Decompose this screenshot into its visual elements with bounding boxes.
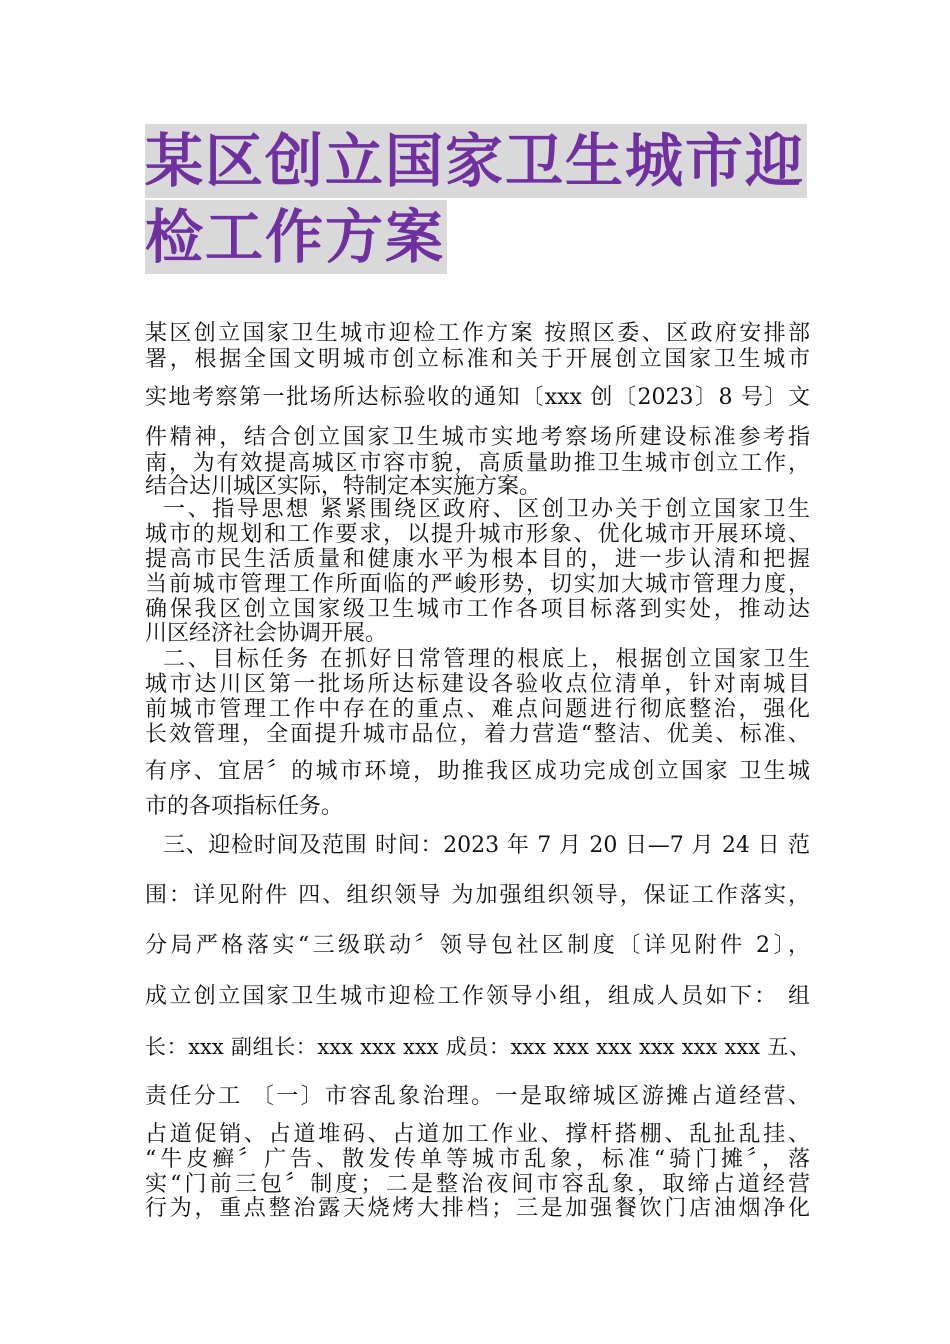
body-line: 件精神，结合创立国家卫生城市实地考察场所建设标准参考指 xyxy=(145,425,810,450)
body-line: 二、目标任务 在抓好日常管理的根底上，根据创立国家卫生 xyxy=(163,647,810,672)
body-line: 长：xxx 副组长：xxx xxx xxx 成员：xxx xxx xxx xxx xxx xxx 五、 xyxy=(145,1035,810,1059)
body-line: 某区创立国家卫生城市迎检工作方案 按照区委、区政府安排部 xyxy=(145,321,810,346)
body-line: 前城市管理工作中存在的重点、难点问题进行彻底整治，强化 xyxy=(145,697,810,722)
document-title xyxy=(145,124,815,274)
body-line: 成立创立国家卫生城市迎检工作领导小组，组成人员如下： 组 xyxy=(145,984,810,1009)
body-line: 当前城市管理工作所面临的严峻形势，切实加大城市管理力度， xyxy=(145,572,810,597)
body-line: “牛皮癣〞广告、散发传单等城市乱象，标准“骑门摊〞，落 xyxy=(145,1147,810,1172)
title-line-1: 某区创立国家卫生城市迎 xyxy=(145,124,807,198)
body-line: 川区经济社会协调开展。 xyxy=(145,621,388,646)
body-line: 占道促销、占道堆码、占道加工作业、撑杆搭棚、乱扯乱挂、 xyxy=(145,1122,810,1147)
body-line: 长效管理，全面提升城市品位，着力营造“整洁、优美、标准、 xyxy=(145,722,810,747)
body-line: 责任分工 〔一〕市容乱象治理。一是取缔城区游摊占道经营、 xyxy=(145,1084,810,1109)
body-line: 城市达川区第一批场所达标建设各验收点位清单，针对南城目 xyxy=(145,672,810,697)
body-line: 署，根据全国文明城市创立标准和关于开展创立国家卫生城市 xyxy=(145,347,810,372)
body-line: 行为，重点整治露天烧烤大排档；三是加强餐饮门店油烟净化 xyxy=(145,1196,810,1221)
body-line: 围：详见附件 四、组织领导 为加强组织领导，保证工作落实， xyxy=(145,883,810,908)
body-line: 实“门前三包〞制度；二是整治夜间市容乱象，取缔占道经营 xyxy=(145,1172,810,1197)
body-line: 城市的规划和工作要求，以提升城市形象、优化城市开展环境、 xyxy=(145,522,810,547)
body-line: 确保我区创立国家级卫生城市工作各项目标落到实处，推动达 xyxy=(145,597,810,622)
body-line: 结合达川城区实际，特制定本实施方案。 xyxy=(145,474,542,499)
body-line: 提高市民生活质量和健康水平为根本目的，进一步认清和把握 xyxy=(145,547,810,572)
body-line: 三、迎检时间及范围 时间：2023 年 7 月 20 日—7 月 24 日 范 xyxy=(163,833,810,858)
body-line: 有序、宜居〞的城市环境，助推我区成功完成创立国家 卫生城 xyxy=(145,759,810,784)
title-line-2: 检工作方案 xyxy=(145,200,447,274)
body-line: 一、指导思想 紧紧围绕区政府、区创卫办关于创立国家卫生 xyxy=(163,497,810,522)
body-line: 南，为有效提高城区市容市貌，高质量助推卫生城市创立工作， xyxy=(145,451,810,476)
body-line: 分局严格落实“三级联动〞领导包社区制度〔详见附件 2〕， xyxy=(145,933,810,958)
body-line: 实地考察第一批场所达标验收的通知〔xxx 创〔2023〕8 号〕文 xyxy=(145,385,810,410)
body-line: 市的各项指标任务。 xyxy=(145,794,344,819)
